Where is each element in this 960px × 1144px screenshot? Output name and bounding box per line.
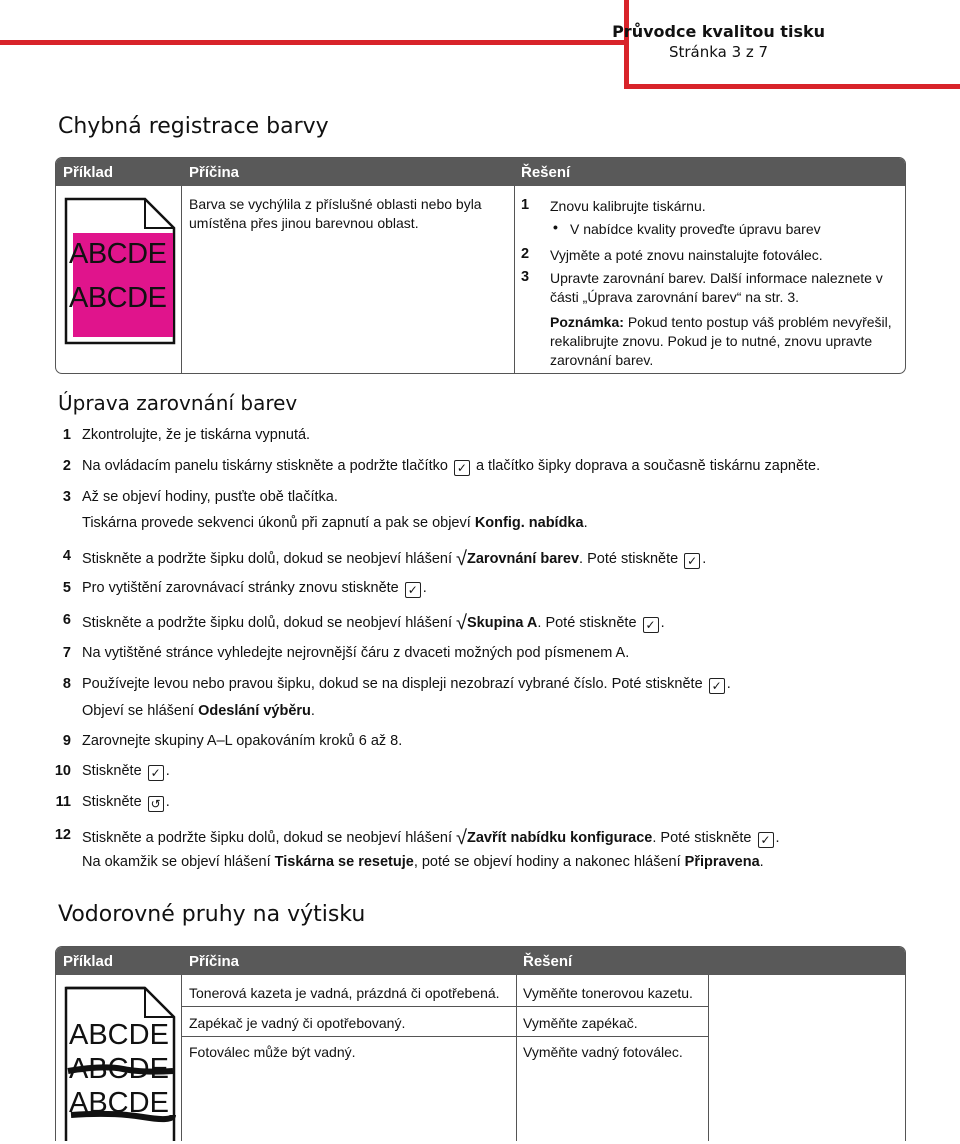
header-rule	[0, 40, 628, 45]
step-3-detail: Tiskárna provede sekvenci úkonů při zapnutí a pak se objeví Konfig. nabídka.	[82, 515, 588, 531]
step-10: Stiskněte ✓ .	[82, 763, 170, 780]
col-divider	[181, 186, 182, 373]
step-number: 4	[62, 548, 71, 564]
step-12-detail: Na okamžik se objeví hlášení Tiskárna se resetuje, poté se objeví hodiny a nakonec hlášení Připravena.	[82, 854, 764, 870]
step-12: Stiskněte a podržte šipku dolů, dokud se neobjeví hlášení √Zavřít nabídku konfigurace. Poté stiskněte ✓ .	[82, 827, 780, 849]
solution-text: Vyměňte tonerovou kazetu.	[523, 985, 693, 1001]
step-8-detail: Objeví se hlášení Odeslání výběru.	[82, 703, 315, 719]
cause-text: Barva se vychýlila z příslušné oblasti nebo byla umístěna přes jinou barevnou oblast.	[189, 196, 482, 231]
example-text-1: ABCDE	[69, 1019, 169, 1051]
solution-text: Vyměňte zapékač.	[523, 1015, 638, 1031]
step-number: 10	[54, 763, 71, 779]
step-number: 5	[62, 580, 71, 596]
solution-bullet: •	[553, 219, 558, 235]
step-number: 6	[62, 612, 71, 628]
check-button-icon: ✓	[454, 460, 470, 476]
example-text-2: ABCDE	[69, 282, 167, 314]
step-2: Na ovládacím panelu tiskárny stiskněte a podržte tlačítko ✓ a tlačítko šipky doprava a současně tiskárnu zapněte.	[82, 458, 821, 475]
col-example: Příklad	[63, 953, 114, 970]
note-label: Poznámka:	[550, 314, 624, 330]
section-title-color-alignment: Úprava zarovnání barev	[58, 391, 298, 415]
step-number: 1	[62, 427, 71, 443]
solution-text: Upravte zarovnání barev. Další informace naleznete v části „Úprava zarovnání barev“ na str. 3.	[550, 270, 883, 305]
check-button-icon: ✓	[709, 678, 725, 694]
check-button-icon: ✓	[643, 617, 659, 633]
header-frame-bottom	[624, 84, 960, 89]
solution-number: 1	[521, 197, 530, 213]
registration-table	[55, 157, 906, 374]
solution-text: V nabídce kvality proveďte úpravu barev	[570, 221, 821, 237]
step-number: 2	[62, 458, 71, 474]
step-number: 9	[62, 733, 71, 749]
cause-text: Zapékač je vadný či opotřebovaný.	[189, 1015, 406, 1031]
banding-table	[55, 946, 906, 1141]
row-divider	[181, 1006, 708, 1007]
col-divider	[514, 186, 515, 373]
check-button-icon: ✓	[758, 832, 774, 848]
step-5: Pro vytištění zarovnávací stránky znovu stiskněte ✓ .	[82, 580, 427, 597]
col-divider	[181, 975, 182, 1141]
back-arrow-icon: ↺	[148, 796, 164, 812]
solution-text: Vyměňte vadný fotoválec.	[523, 1044, 683, 1060]
checkmark-icon: √	[456, 612, 468, 634]
example-text-1: ABCDE	[69, 238, 167, 270]
col-divider	[516, 975, 517, 1141]
table-header	[56, 947, 905, 975]
check-button-icon: ✓	[684, 553, 700, 569]
solution-text: Znovu kalibrujte tiskárnu.	[550, 198, 706, 214]
step-number: 11	[55, 794, 71, 810]
row-divider	[181, 1036, 708, 1037]
col-example: Příklad	[63, 164, 114, 181]
checkmark-icon: √	[456, 548, 468, 570]
solution-note	[550, 313, 902, 370]
step-number: 12	[54, 827, 71, 843]
step-1: Zkontrolujte, že je tiskárna vypnutá.	[82, 427, 311, 443]
checkmark-icon: √	[456, 827, 468, 849]
cause-text: Fotoválec může být vadný.	[189, 1044, 356, 1060]
step-number: 8	[62, 676, 71, 692]
col-divider	[708, 975, 709, 1141]
example-text-3: ABCDE	[69, 1087, 169, 1119]
col-solution: Řešení	[523, 953, 573, 970]
step-11: Stiskněte ↺ .	[82, 794, 170, 811]
step-3: Až se objeví hodiny, pusťte obě tlačítka.	[82, 489, 338, 505]
table-header	[56, 158, 905, 186]
example-text-2: ABCDE	[69, 1053, 169, 1085]
col-cause: Příčina	[189, 953, 240, 970]
doc-title: Průvodce kvalitou tisku	[612, 22, 825, 41]
cause-text: Tonerová kazeta je vadná, prázdná či opotřebená.	[189, 985, 500, 1001]
step-number: 7	[62, 645, 71, 661]
step-8: Používejte levou nebo pravou šipku, dokud se na displeji nezobrazí vybrané číslo. Poté stiskněte ✓ .	[82, 676, 731, 693]
misregistration-example-image	[63, 196, 177, 346]
page-header	[612, 22, 825, 61]
solution-number: 3	[521, 269, 530, 285]
check-button-icon: ✓	[148, 765, 164, 781]
step-4: Stiskněte a podržte šipku dolů, dokud se neobjeví hlášení √Zarovnání barev. Poté stiskněte ✓ .	[82, 548, 707, 570]
col-cause: Příčina	[189, 164, 240, 181]
step-number: 3	[62, 489, 71, 505]
step-6: Stiskněte a podržte šipku dolů, dokud se neobjeví hlášení √Skupina A. Poté stiskněte ✓ .	[82, 612, 665, 634]
section-title-color-registration: Chybná registrace barvy	[58, 114, 329, 139]
col-solution: Řešení	[521, 164, 571, 181]
check-button-icon: ✓	[405, 582, 421, 598]
step-7: Na vytištěné stránce vyhledejte nejrovnější čáru z dvaceti možných pod písmenem A.	[82, 645, 630, 661]
page-number: Stránka 3 z 7	[668, 43, 769, 61]
note-text: Pokud tento postup váš problém nevyřešil, rekalibrujte znovu. Pokud je to nutné, znovu upravte zarovnání barev.	[550, 314, 892, 368]
step-9: Zarovnejte skupiny A–L opakováním kroků 6 až 8.	[82, 733, 403, 749]
solution-number: 2	[521, 246, 530, 262]
section-title-horizontal-banding: Vodorovné pruhy na výtisku	[58, 902, 366, 927]
solution-text: Vyjměte a poté znovu nainstalujte fotoválec.	[550, 247, 823, 263]
